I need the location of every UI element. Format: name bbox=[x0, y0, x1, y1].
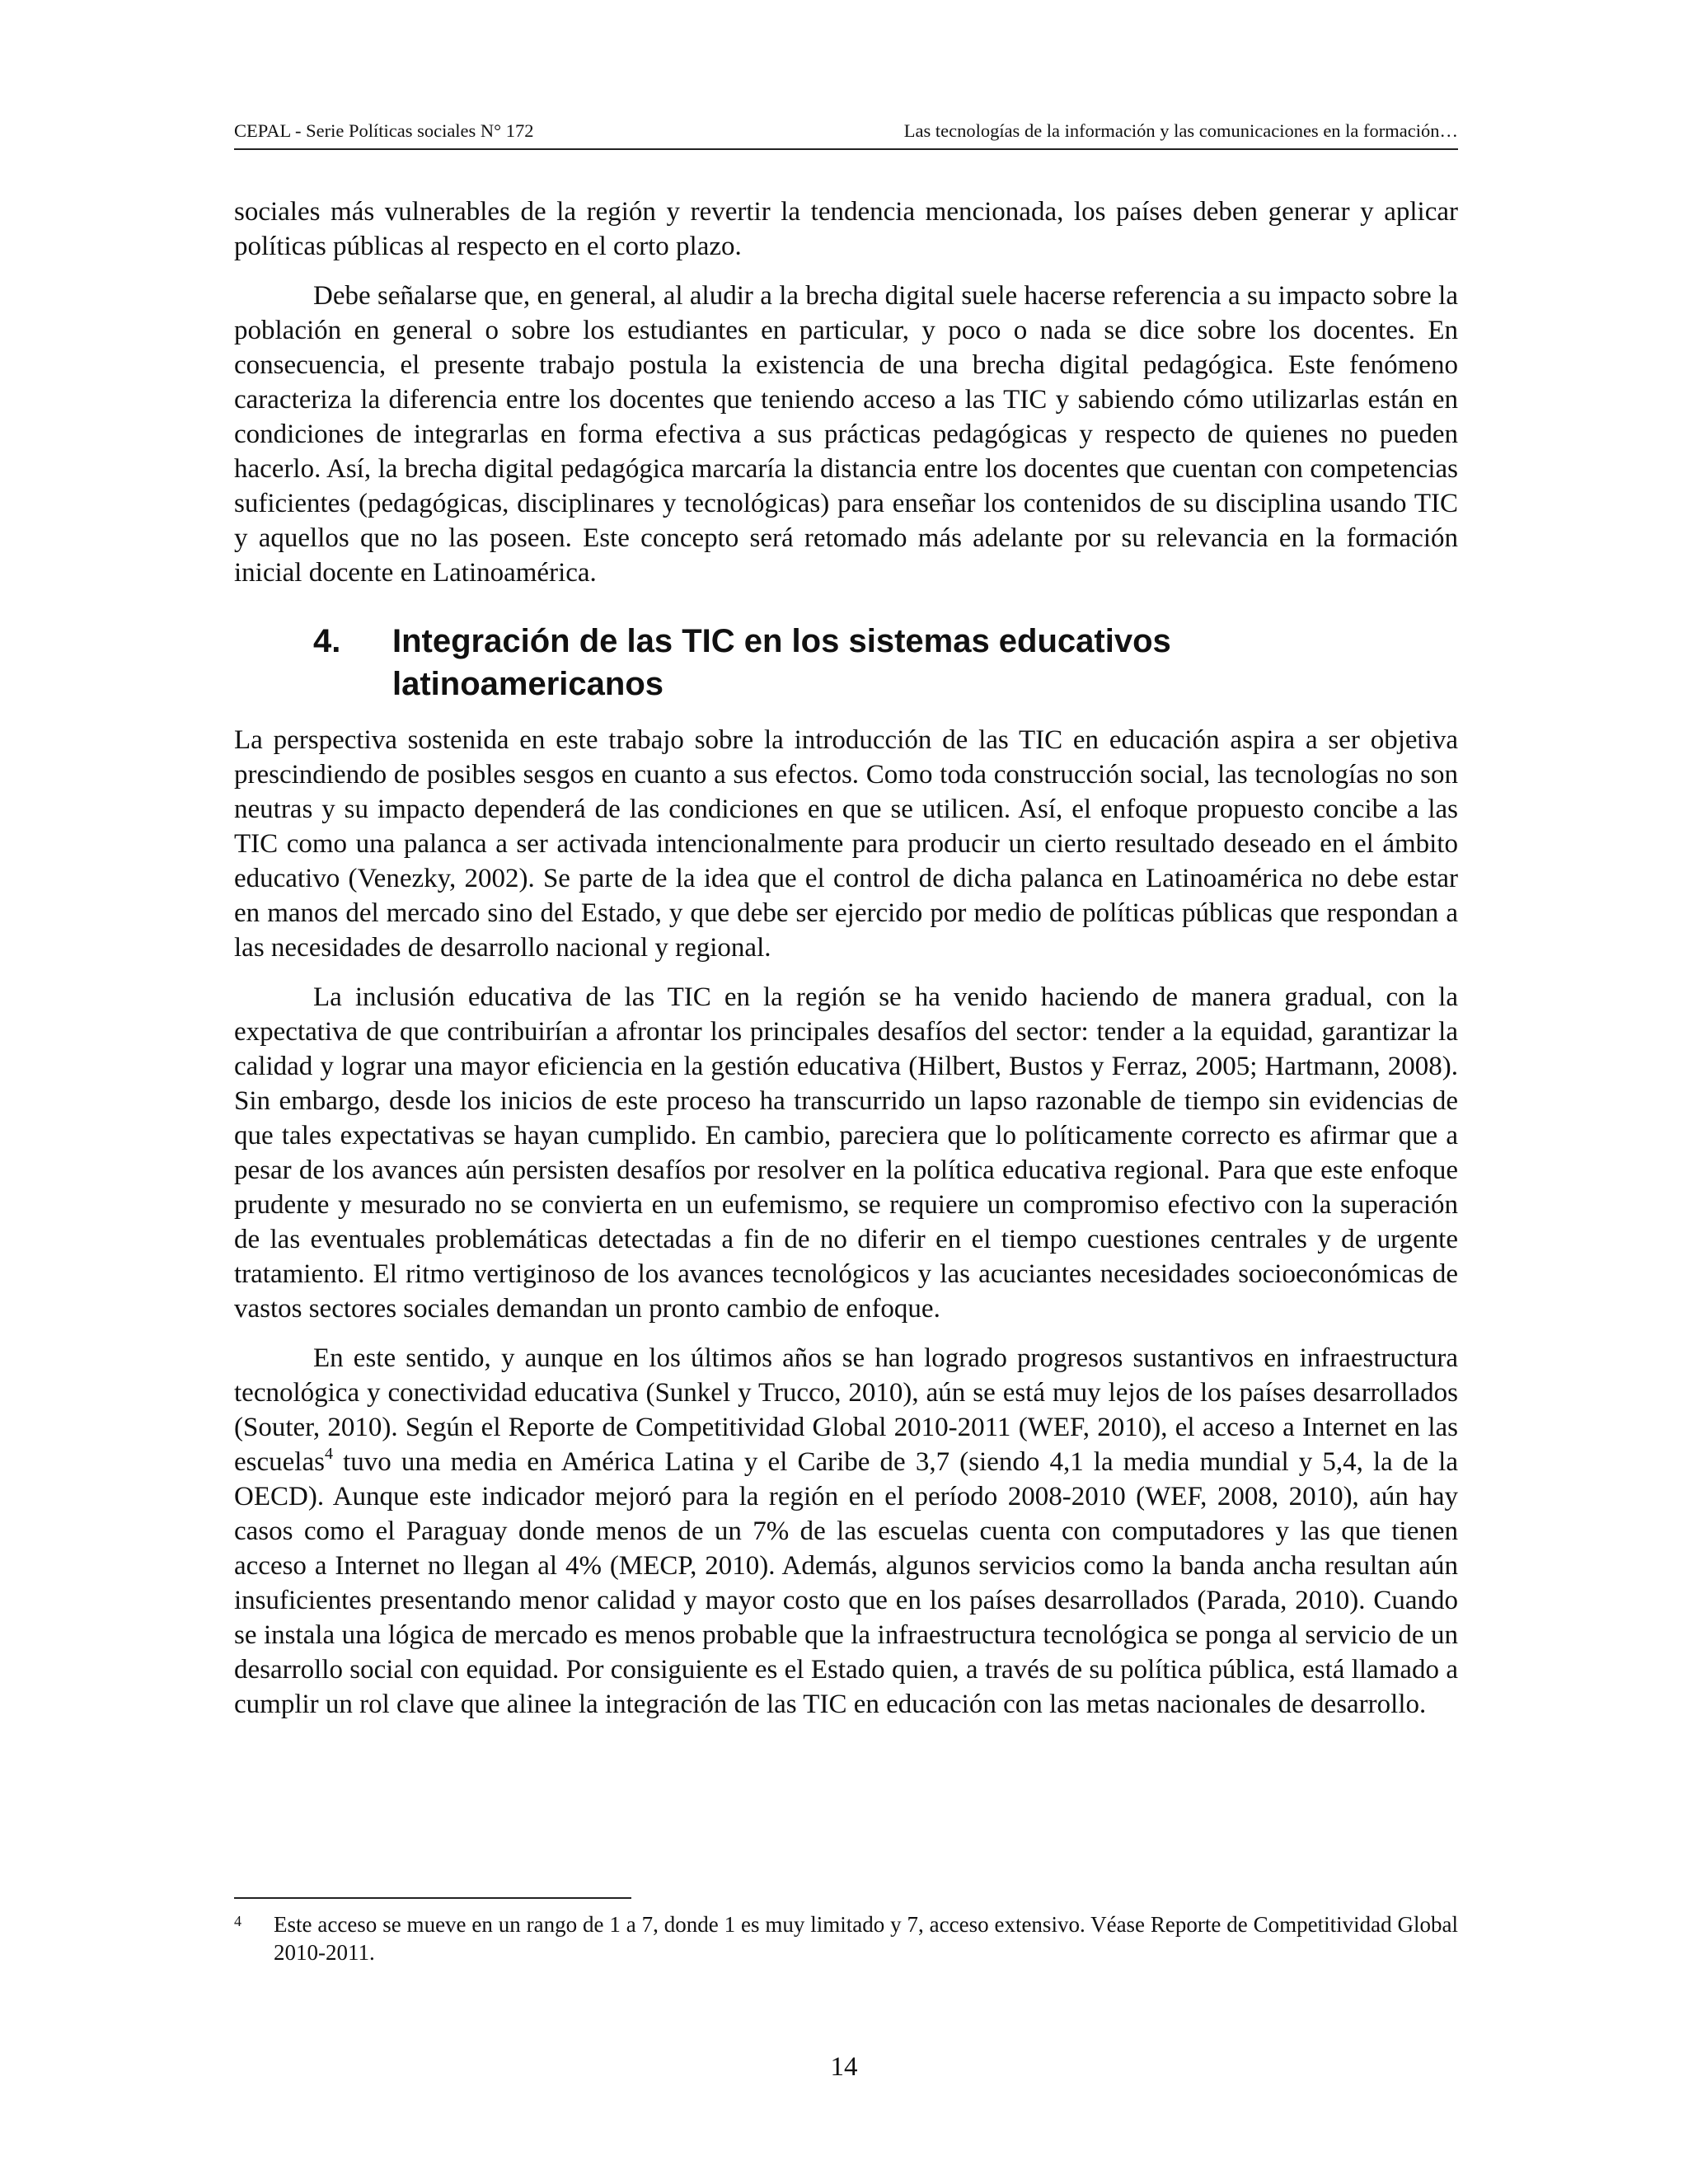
section-number: 4. bbox=[313, 623, 341, 659]
section-title: Integración de las TIC en los sistemas educativos latinoamericanos bbox=[392, 623, 1171, 702]
intro-paragraph-1: sociales más vulnerables de la región y revertir la tendencia mencionada, los países deben generar y aplicar políticas públicas al respecto en el corto plazo. bbox=[234, 197, 1458, 261]
page-number: 14 bbox=[830, 2052, 858, 2082]
intro-paragraph-2: Debe señalarse que, en general, al aludir a la brecha digital suele hacerse referencia a su impacto sobre la población en general o sobre los estudiantes en particular, y poco o nada se dice sobre los docentes. En consecuencia, el presente trabajo postula la existencia de una brecha digital pedagógica. Este fenómeno caracteriza la diferencia entre los docentes que teniendo acceso a las TIC y sabiendo cómo utilizarlas están en condiciones de integrarlas en forma efectiva a sus prácticas pedagógicas y respecto de quienes no pueden hacerlo. Así, la brecha digital pedagógica marcaría la distancia entre los docentes que cuentan con competencias suficientes (pedagógicas, disciplinares y tecnológicas) para enseñar los contenidos de su disciplina usando TIC y aquellos que no las poseen. Este concepto será retomado más adelante por su relevancia en la formación inicial docente en Latinoamérica. bbox=[234, 281, 1458, 588]
footnote-text: Este acceso se mueve en un rango de 1 a 7, donde 1 es muy limitado y 7, acceso extensivo. Véase Reporte de Competitividad Global 2010-2011. bbox=[274, 1912, 1458, 1965]
intro-text bbox=[234, 194, 1458, 590]
section-paragraph-1: La perspectiva sostenida en este trabajo sobre la introducción de las TIC en educación aspira a ser objetiva prescindiendo de posibles sesgos en cuanto a sus efectos. Como toda construcción social, las tecnologías no son neutras y su impacto dependerá de las condiciones en que se utilicen. Así, el enfoque propuesto concibe a las TIC como una palanca a ser activada intencionalmente para producir un cierto resultado deseado en el ámbito educativo (Venezky, 2002). Se parte de la idea que el control de dicha palanca en Latinoamérica no debe estar en manos del mercado sino del Estado, y que debe ser ejercido por medio de políticas públicas que respondan a las necesidades de desarrollo nacional y regional. bbox=[234, 725, 1458, 963]
footnote-separator bbox=[234, 1897, 631, 1899]
section-paragraph-2: La inclusión educativa de las TIC en la región se ha venido haciendo de manera gradual, con la expectativa de que contribuirían a afrontar los principales desafíos del sector: tender a la equidad, garantizar la calidad y lograr una mayor eficiencia en la gestión educativa (Hilbert, Bustos y Ferraz, 2005; Hartmann, 2008). Sin embargo, desde los inicios de este proceso ha transcurrido un lapso razonable de tiempo sin evidencias de que tales expectativas se hayan cumplido. En cambio, pareciera que lo políticamente correcto es afirmar que a pesar de los avances aún persisten desafíos por resolver en la política educativa regional. Para que este enfoque prudente y mesurado no se convierta en un eufemismo, se requiere un compromiso efectivo con la superación de las eventuales problemáticas detectadas a fin de no diferir en el tiempo cuestiones centrales y de urgente tratamiento. El ritmo vertiginoso de los avances tecnológicos y las acuciantes necesidades socioeconómicas de vastos sectores sociales demandan un pronto cambio de enfoque. bbox=[234, 982, 1458, 1324]
footnote-number: 4 bbox=[234, 1913, 241, 1929]
section-body bbox=[234, 723, 1458, 1722]
section-paragraph-3-part-a: En este sentido, y aunque en los últimos años se han logrado progresos sustantivos en infraestructura tecnológica y conectividad educativa (Sunkel y Trucco, 2010), aún se está muy lejos de los países desarrollados (Souter, 2010). Según el Reporte de Competitividad Global 2010-2011 (WEF, 2010), el acceso a Internet en las escuelas bbox=[234, 1343, 1458, 1477]
section-paragraph-3 bbox=[234, 1341, 1458, 1722]
section-paragraph-3-part-b: tuvo una media en América Latina y el Caribe de 3,7 (siendo 4,1 la media mundial y 5,4, la de la OECD). Aunque este indicador mejoró para la región en el período 2008-2010 (WEF, 2008, 2010), aún hay casos como el Paraguay donde menos de un 7% de las escuelas cuenta con computadores y las que tienen acceso a Internet no llegan al 4% (MECP, 2010). Además, algunos servicios como la banda ancha resultan aún insuficientes presentando menor calidad y mayor costo que en los países desarrollados (Parada, 2010). Cuando se instala una lógica de mercado es menos probable que la infraestructura tecnológica se ponga al servicio de un desarrollo social con equidad. Por consiguiente es el Estado quien, a través de su política pública, está llamado a cumplir un rol clave que alinee la integración de las TIC en educación con las metas nacionales de desarrollo. bbox=[234, 1447, 1458, 1719]
footnote-reference[interactable]: 4 bbox=[324, 1445, 333, 1463]
header-document-title: Las tecnologías de la información y las comunicaciones en la formación… bbox=[903, 120, 1458, 141]
header-series-title: CEPAL - Serie Políticas sociales N° 172 bbox=[234, 120, 534, 141]
footnote bbox=[234, 1910, 1458, 1966]
running-header bbox=[234, 115, 1458, 150]
